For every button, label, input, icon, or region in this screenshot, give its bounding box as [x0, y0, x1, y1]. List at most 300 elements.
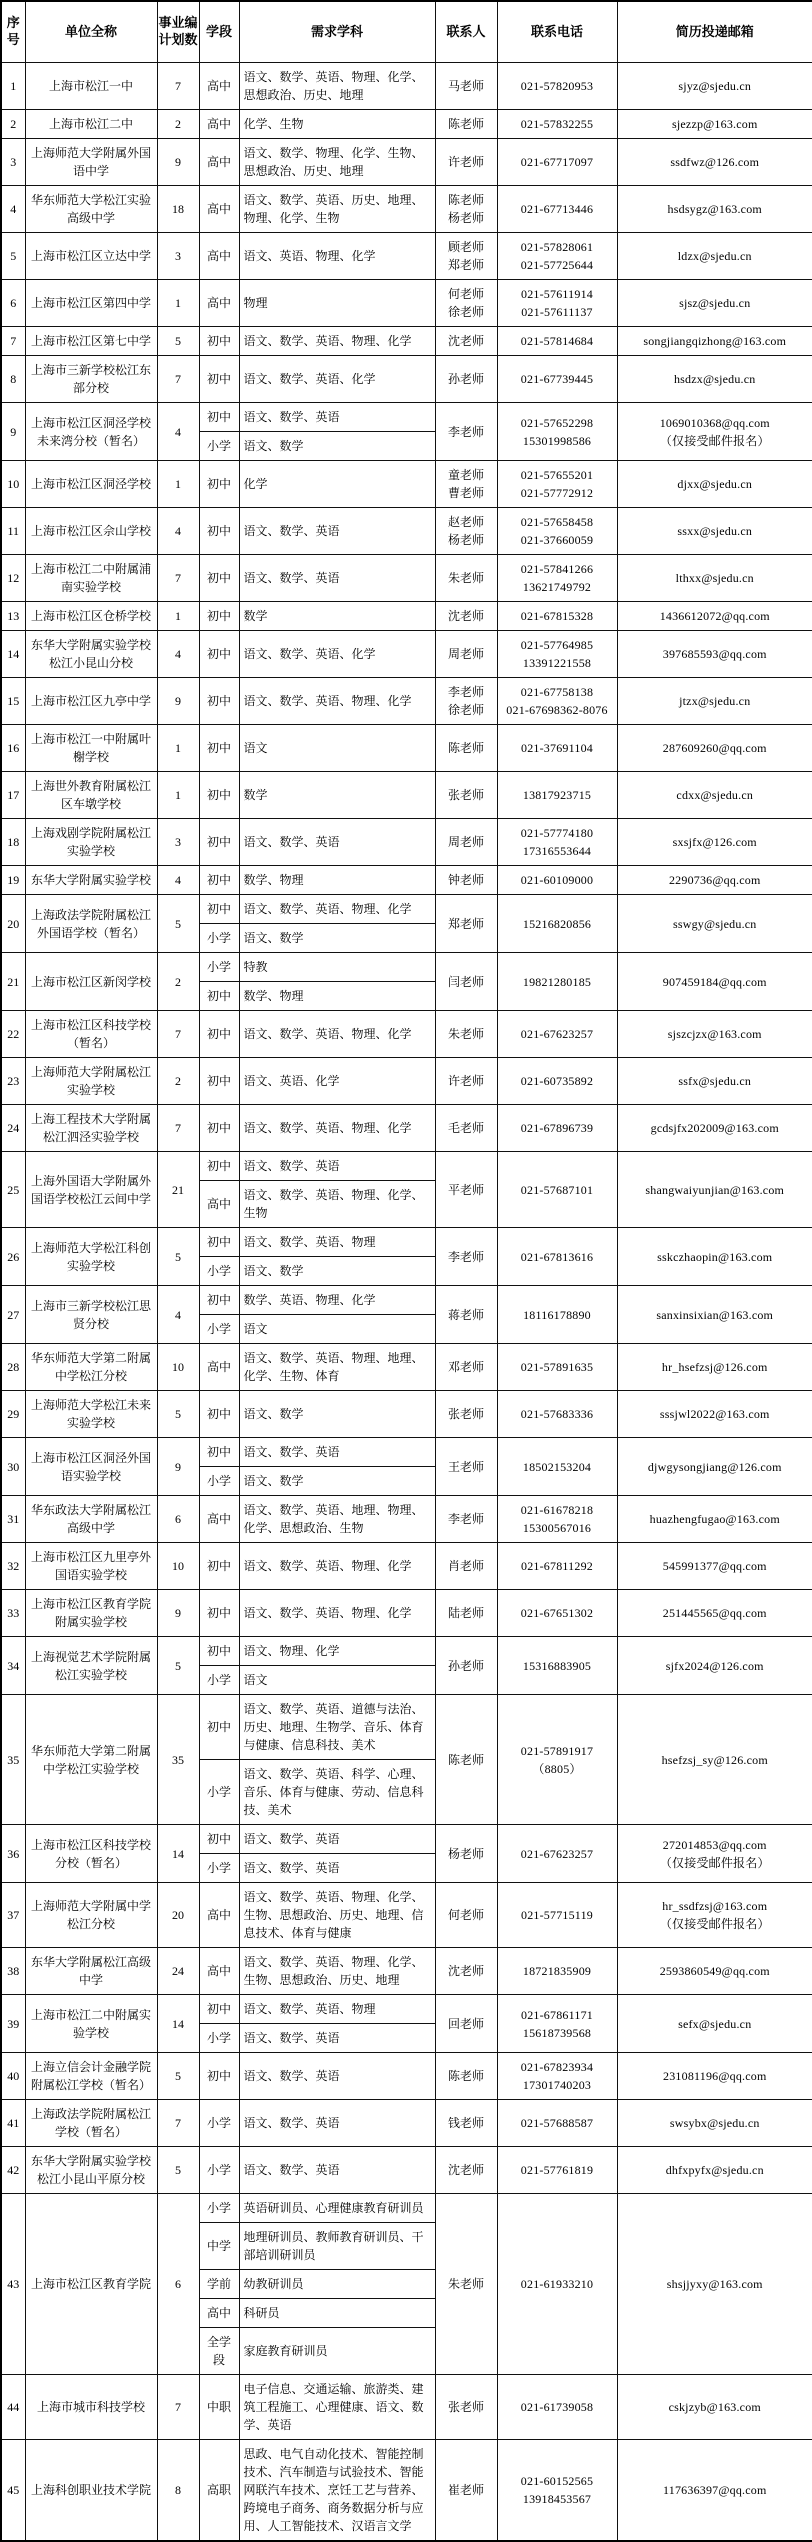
cell-level: 小学 — [199, 2100, 239, 2147]
cell-subjects: 语文、数学、英语、物理、化学 — [239, 327, 435, 356]
cell-level: 高中 — [199, 1883, 239, 1948]
cell-subjects: 语文、数学 — [239, 432, 435, 461]
cell-count: 5 — [157, 2147, 199, 2194]
cell-level: 初中 — [199, 508, 239, 555]
cell-contact: 何老师 徐老师 — [435, 280, 497, 327]
table-row — [1, 1105, 812, 1152]
cell-school: 上海市松江区教育学院 — [25, 2194, 157, 2375]
cell-no: 36 — [1, 1825, 25, 1883]
cell-subjects: 思政、电气自动化技术、智能控制技术、汽车制造与试验技术、智能网联汽车技术、烹饪工艺与营养、跨境电子商务、商务数据分析与应用、人工智能技术、汉语言文学 — [239, 2440, 435, 2542]
cell-count: 35 — [157, 1695, 199, 1825]
cell-subjects: 语文、数学 — [239, 1391, 435, 1438]
cell-count: 14 — [157, 1995, 199, 2053]
table-row — [1, 1543, 812, 1590]
column-header-phone: 联系电话 — [497, 1, 617, 63]
cell-contact: 孙老师 — [435, 356, 497, 403]
table-row — [1, 2053, 812, 2100]
cell-school: 上海市松江区第七中学 — [25, 327, 157, 356]
cell-email: djwgysongjiang@126.com — [617, 1438, 812, 1496]
cell-subjects: 数学 — [239, 602, 435, 631]
cell-no: 30 — [1, 1438, 25, 1496]
cell-no: 37 — [1, 1883, 25, 1948]
cell-email: sjyz@sjedu.cn — [617, 63, 812, 110]
cell-no: 1 — [1, 63, 25, 110]
cell-school: 华东师范大学第二附属中学松江实验学校 — [25, 1695, 157, 1825]
cell-subjects: 物理 — [239, 280, 435, 327]
cell-count: 2 — [157, 953, 199, 1011]
cell-count: 1 — [157, 461, 199, 508]
cell-email: jtzx@sjedu.cn — [617, 678, 812, 725]
cell-subjects: 语文、数学 — [239, 1467, 435, 1496]
cell-level: 初中 — [199, 461, 239, 508]
cell-count: 21 — [157, 1152, 199, 1228]
cell-school: 上海市松江二中 — [25, 110, 157, 139]
cell-contact: 周老师 — [435, 631, 497, 678]
cell-contact: 陈老师 — [435, 1695, 497, 1825]
cell-subjects: 语文、数学、英语、物理、化学、生物 — [239, 1181, 435, 1228]
cell-count: 18 — [157, 186, 199, 233]
cell-no: 26 — [1, 1228, 25, 1286]
cell-no: 18 — [1, 819, 25, 866]
cell-subjects: 语文、数学、英语、历史、地理、物理、化学、生物 — [239, 186, 435, 233]
cell-contact: 崔老师 — [435, 2440, 497, 2542]
cell-count: 4 — [157, 631, 199, 678]
column-header-level: 学段 — [199, 1, 239, 63]
cell-level: 初中 — [199, 602, 239, 631]
cell-phone: 021-67758138 021-67698362-8076 — [497, 678, 617, 725]
cell-school: 上海政法学院附属松江学校（暂名） — [25, 2100, 157, 2147]
cell-level: 初中 — [199, 356, 239, 403]
cell-no: 12 — [1, 555, 25, 602]
table-row — [1, 508, 812, 555]
cell-level: 高中 — [199, 110, 239, 139]
cell-phone: 021-57652298 15301998586 — [497, 403, 617, 461]
cell-level: 初中 — [199, 1152, 239, 1181]
cell-phone: 021-57814684 — [497, 327, 617, 356]
table-row — [1, 1637, 812, 1666]
cell-school: 上海市松江区仓桥学校 — [25, 602, 157, 631]
table-row — [1, 327, 812, 356]
cell-subjects: 幼教研训员 — [239, 2270, 435, 2299]
table-row — [1, 139, 812, 186]
cell-school: 东华大学附属实验学校松江小昆山平原分校 — [25, 2147, 157, 2194]
cell-level: 中职 — [199, 2375, 239, 2440]
cell-phone: 021-57658458 021-37660059 — [497, 508, 617, 555]
column-header-contact: 联系人 — [435, 1, 497, 63]
cell-level: 高中 — [199, 186, 239, 233]
table-row — [1, 772, 812, 819]
cell-count: 1 — [157, 602, 199, 631]
cell-subjects: 语文 — [239, 725, 435, 772]
cell-level: 初中 — [199, 1058, 239, 1105]
cell-level: 高中 — [199, 139, 239, 186]
cell-subjects: 语文、数学、英语 — [239, 508, 435, 555]
cell-contact: 闫老师 — [435, 953, 497, 1011]
cell-no: 2 — [1, 110, 25, 139]
cell-level: 初中 — [199, 1695, 239, 1760]
cell-school: 上海市松江二中附属实验学校 — [25, 1995, 157, 2053]
cell-email: huazhengfugao@163.com — [617, 1496, 812, 1543]
cell-contact: 陈老师 杨老师 — [435, 186, 497, 233]
cell-no: 16 — [1, 725, 25, 772]
cell-no: 8 — [1, 356, 25, 403]
cell-count: 3 — [157, 819, 199, 866]
cell-level: 初中 — [199, 1825, 239, 1854]
table-row — [1, 186, 812, 233]
cell-no: 24 — [1, 1105, 25, 1152]
cell-level: 初中 — [199, 1228, 239, 1257]
cell-email: lthxx@sjedu.cn — [617, 555, 812, 602]
cell-level: 初中 — [199, 403, 239, 432]
cell-level: 初中 — [199, 819, 239, 866]
header-row — [1, 1, 812, 63]
cell-email: ssfx@sjedu.cn — [617, 1058, 812, 1105]
table-row — [1, 1590, 812, 1637]
cell-email: sefx@sjedu.cn — [617, 1995, 812, 2053]
cell-count: 5 — [157, 895, 199, 953]
cell-level: 小学 — [199, 1760, 239, 1825]
cell-email: sjszcjzx@163.com — [617, 1011, 812, 1058]
cell-contact: 李老师 — [435, 1228, 497, 1286]
cell-subjects: 地理研训员、教师教育研训员、干部培训研训员 — [239, 2223, 435, 2270]
cell-email: sssjwl2022@163.com — [617, 1391, 812, 1438]
cell-email: 907459184@qq.com — [617, 953, 812, 1011]
cell-email: 287609260@qq.com — [617, 725, 812, 772]
cell-contact: 杨老师 — [435, 1825, 497, 1883]
cell-count: 7 — [157, 555, 199, 602]
cell-phone: 021-37691104 — [497, 725, 617, 772]
cell-subjects: 语文、数学、英语、物理、化学 — [239, 1543, 435, 1590]
cell-level: 小学 — [199, 2024, 239, 2053]
cell-subjects: 语文、数学、英语、道德与法治、历史、地理、生物学、音乐、体育与健康、信息科技、美术 — [239, 1695, 435, 1760]
cell-subjects: 语文、数学、英语 — [239, 819, 435, 866]
table-row — [1, 1391, 812, 1438]
cell-level: 高中 — [199, 2299, 239, 2328]
cell-school: 上海师范大学松江科创实验学校 — [25, 1228, 157, 1286]
cell-school: 上海市松江区科技学校（暂名） — [25, 1011, 157, 1058]
cell-school: 上海立信会计金融学院附属松江学校（暂名） — [25, 2053, 157, 2100]
cell-phone: 021-57761819 — [497, 2147, 617, 2194]
table-row — [1, 2440, 812, 2542]
cell-no: 43 — [1, 2194, 25, 2375]
cell-level: 初中 — [199, 1105, 239, 1152]
cell-school: 上海市松江区洞泾学校未来湾分校（暂名） — [25, 403, 157, 461]
cell-no: 32 — [1, 1543, 25, 1590]
table-row — [1, 895, 812, 924]
cell-school: 上海市三新学校松江思贤分校 — [25, 1286, 157, 1344]
table-row — [1, 953, 812, 982]
cell-school: 上海市松江区新闵学校 — [25, 953, 157, 1011]
cell-subjects: 语文、数学、英语、物理 — [239, 1228, 435, 1257]
cell-email: 117636397@qq.com — [617, 2440, 812, 2542]
cell-school: 上海市松江区九亭中学 — [25, 678, 157, 725]
cell-subjects: 语文、数学、英语 — [239, 1438, 435, 1467]
cell-level: 高中 — [199, 1181, 239, 1228]
cell-email: cdxx@sjedu.cn — [617, 772, 812, 819]
cell-email: dhfxpyfx@sjedu.cn — [617, 2147, 812, 2194]
cell-no: 45 — [1, 2440, 25, 2542]
cell-no: 4 — [1, 186, 25, 233]
cell-level: 初中 — [199, 555, 239, 602]
cell-email: 397685593@qq.com — [617, 631, 812, 678]
cell-subjects: 语文、英语、化学 — [239, 1058, 435, 1105]
cell-no: 11 — [1, 508, 25, 555]
cell-phone: 18116178890 — [497, 1286, 617, 1344]
cell-level: 初中 — [199, 866, 239, 895]
cell-email: swsybx@sjedu.cn — [617, 2100, 812, 2147]
cell-school: 上海师范大学附属中学松江分校 — [25, 1883, 157, 1948]
cell-contact: 钱老师 — [435, 2100, 497, 2147]
cell-level: 初中 — [199, 631, 239, 678]
cell-phone: 021-57655201 021-57772912 — [497, 461, 617, 508]
cell-count: 7 — [157, 2100, 199, 2147]
cell-school: 上海师范大学附属外国语中学 — [25, 139, 157, 186]
cell-contact: 童老师 曹老师 — [435, 461, 497, 508]
cell-phone: 021-67861171 15618739568 — [497, 1995, 617, 2053]
cell-no: 14 — [1, 631, 25, 678]
cell-phone: 021-67896739 — [497, 1105, 617, 1152]
cell-no: 44 — [1, 2375, 25, 2440]
table-row — [1, 725, 812, 772]
table-row — [1, 819, 812, 866]
cell-no: 15 — [1, 678, 25, 725]
cell-contact: 许老师 — [435, 1058, 497, 1105]
cell-subjects: 语文、数学、英语 — [239, 2147, 435, 2194]
cell-contact: 李老师 — [435, 1496, 497, 1543]
cell-level: 初中 — [199, 1011, 239, 1058]
cell-email: sswgy@sjedu.cn — [617, 895, 812, 953]
cell-no: 20 — [1, 895, 25, 953]
cell-level: 小学 — [199, 1666, 239, 1695]
cell-no: 42 — [1, 2147, 25, 2194]
cell-subjects: 语文、数学 — [239, 924, 435, 953]
cell-email: sjfx2024@126.com — [617, 1637, 812, 1695]
cell-email: hsdzx@sjedu.cn — [617, 356, 812, 403]
cell-contact: 毛老师 — [435, 1105, 497, 1152]
cell-school: 上海市松江区教育学院附属实验学校 — [25, 1590, 157, 1637]
table-row — [1, 2375, 812, 2440]
cell-no: 23 — [1, 1058, 25, 1105]
cell-count: 7 — [157, 63, 199, 110]
cell-phone: 021-57828061 021-57725644 — [497, 233, 617, 280]
cell-email: sjezzp@163.com — [617, 110, 812, 139]
cell-no: 3 — [1, 139, 25, 186]
cell-subjects: 语文、数学、英语、化学 — [239, 356, 435, 403]
table-row — [1, 461, 812, 508]
cell-level: 学前 — [199, 2270, 239, 2299]
cell-count: 5 — [157, 1637, 199, 1695]
cell-phone: 021-57683336 — [497, 1391, 617, 1438]
table-row — [1, 866, 812, 895]
table-row — [1, 1948, 812, 1995]
cell-subjects: 语文、数学、英语、物理 — [239, 1995, 435, 2024]
cell-contact: 朱老师 — [435, 1011, 497, 1058]
table-row — [1, 403, 812, 432]
cell-email: 1069010368@qq.com （仅接受邮件报名） — [617, 403, 812, 461]
cell-count: 9 — [157, 678, 199, 725]
cell-level: 高中 — [199, 233, 239, 280]
cell-phone: 021-67651302 — [497, 1590, 617, 1637]
cell-subjects: 数学、英语、物理、化学 — [239, 1286, 435, 1315]
cell-count: 1 — [157, 772, 199, 819]
cell-count: 5 — [157, 2053, 199, 2100]
cell-subjects: 语文、数学、英语、物理、化学 — [239, 1590, 435, 1637]
cell-contact: 顾老师 郑老师 — [435, 233, 497, 280]
cell-no: 17 — [1, 772, 25, 819]
cell-subjects: 语文、数学、英语、物理、化学、思想政治、历史、地理 — [239, 63, 435, 110]
cell-email: ldzx@sjedu.cn — [617, 233, 812, 280]
cell-subjects: 语文 — [239, 1666, 435, 1695]
table-row — [1, 63, 812, 110]
cell-no: 35 — [1, 1695, 25, 1825]
cell-subjects: 数学 — [239, 772, 435, 819]
cell-email: songjiangqizhong@163.com — [617, 327, 812, 356]
cell-phone: 021-67823934 17301740203 — [497, 2053, 617, 2100]
cell-level: 初中 — [199, 1590, 239, 1637]
cell-phone: 021-60152565 13918453567 — [497, 2440, 617, 2542]
cell-contact: 马老师 — [435, 63, 497, 110]
cell-no: 22 — [1, 1011, 25, 1058]
cell-level: 小学 — [199, 432, 239, 461]
cell-no: 19 — [1, 866, 25, 895]
cell-phone: 021-57688587 — [497, 2100, 617, 2147]
cell-count: 4 — [157, 1286, 199, 1344]
cell-email: 2593860549@qq.com — [617, 1948, 812, 1995]
cell-count: 2 — [157, 1058, 199, 1105]
cell-no: 25 — [1, 1152, 25, 1228]
cell-level: 高中 — [199, 1344, 239, 1391]
cell-subjects: 语文、数学、英语 — [239, 2100, 435, 2147]
cell-school: 华东师范大学松江实验高级中学 — [25, 186, 157, 233]
cell-contact: 周老师 — [435, 819, 497, 866]
cell-phone: 021-61678218 15300567016 — [497, 1496, 617, 1543]
cell-no: 13 — [1, 602, 25, 631]
cell-phone: 021-67811292 — [497, 1543, 617, 1590]
cell-no: 39 — [1, 1995, 25, 2053]
cell-contact: 朱老师 — [435, 2194, 497, 2375]
cell-count: 10 — [157, 1344, 199, 1391]
table-row — [1, 1058, 812, 1105]
cell-phone: 021-57611914 021-57611137 — [497, 280, 617, 327]
table-row — [1, 631, 812, 678]
table-header — [1, 1, 812, 63]
cell-subjects: 语文、数学、英语、物理、地理、化学、生物、体育 — [239, 1344, 435, 1391]
cell-school: 上海市三新学校松江东部分校 — [25, 356, 157, 403]
cell-school: 上海师范大学附属松江实验学校 — [25, 1058, 157, 1105]
cell-contact: 平老师 — [435, 1152, 497, 1228]
cell-phone: 021-57687101 — [497, 1152, 617, 1228]
cell-school: 上海市松江区九里亭外国语实验学校 — [25, 1543, 157, 1590]
cell-level: 初中 — [199, 327, 239, 356]
cell-phone: 021-61739058 — [497, 2375, 617, 2440]
cell-count: 24 — [157, 1948, 199, 1995]
cell-level: 初中 — [199, 895, 239, 924]
cell-phone: 021-60735892 — [497, 1058, 617, 1105]
cell-count: 7 — [157, 2375, 199, 2440]
cell-phone: 021-67713446 — [497, 186, 617, 233]
cell-level: 初中 — [199, 725, 239, 772]
table-row — [1, 555, 812, 602]
cell-count: 7 — [157, 1011, 199, 1058]
cell-no: 40 — [1, 2053, 25, 2100]
table-row — [1, 1695, 812, 1760]
cell-contact: 张老师 — [435, 2375, 497, 2440]
cell-school: 上海视觉艺术学院附属松江实验学校 — [25, 1637, 157, 1695]
table-row — [1, 1152, 812, 1181]
column-header-email: 简历投递邮箱 — [617, 1, 812, 63]
table-row — [1, 1825, 812, 1854]
cell-level: 初中 — [199, 2053, 239, 2100]
table-row — [1, 1496, 812, 1543]
cell-subjects: 语文、数学、英语 — [239, 555, 435, 602]
cell-school: 上海市松江区佘山学校 — [25, 508, 157, 555]
cell-subjects: 语文、数学、英语 — [239, 2053, 435, 2100]
cell-no: 9 — [1, 403, 25, 461]
cell-email: sanxinsixian@163.com — [617, 1286, 812, 1344]
cell-school: 上海戏剧学院附属松江实验学校 — [25, 819, 157, 866]
cell-school: 华东政法大学附属松江高级中学 — [25, 1496, 157, 1543]
cell-school: 上海市松江区洞泾学校 — [25, 461, 157, 508]
cell-subjects: 科研员 — [239, 2299, 435, 2328]
cell-level: 小学 — [199, 1467, 239, 1496]
cell-subjects: 语文、数学 — [239, 1257, 435, 1286]
cell-phone: 13817923715 — [497, 772, 617, 819]
cell-contact: 肖老师 — [435, 1543, 497, 1590]
cell-subjects: 语文、数学、英语、物理、化学 — [239, 1011, 435, 1058]
cell-contact: 赵老师 杨老师 — [435, 508, 497, 555]
cell-phone: 021-67813616 — [497, 1228, 617, 1286]
cell-subjects: 语文、数学、英语、物理、化学 — [239, 678, 435, 725]
cell-phone: 021-67815328 — [497, 602, 617, 631]
cell-contact: 陆老师 — [435, 1590, 497, 1637]
cell-level: 高中 — [199, 280, 239, 327]
cell-email: hr_ssdfzsj@163.com （仅接受邮件报名） — [617, 1883, 812, 1948]
table-row — [1, 2194, 812, 2223]
cell-school: 上海市松江区第四中学 — [25, 280, 157, 327]
table-row — [1, 1228, 812, 1257]
cell-contact: 朱老师 — [435, 555, 497, 602]
cell-contact: 张老师 — [435, 772, 497, 819]
cell-subjects: 电子信息、交通运输、旅游类、建筑工程施工、心理健康、语文、数学、英语 — [239, 2375, 435, 2440]
cell-phone: 021-57891917 （8805） — [497, 1695, 617, 1825]
cell-contact: 李老师 — [435, 403, 497, 461]
cell-level: 小学 — [199, 1854, 239, 1883]
cell-no: 5 — [1, 233, 25, 280]
cell-school: 上海科创职业技术学院 — [25, 2440, 157, 2542]
cell-contact: 李老师 徐老师 — [435, 678, 497, 725]
cell-email: 2290736@qq.com — [617, 866, 812, 895]
cell-school: 华东师范大学第二附属中学松江分校 — [25, 1344, 157, 1391]
cell-level: 高中 — [199, 63, 239, 110]
table-row — [1, 678, 812, 725]
cell-phone: 021-57841266 13621749792 — [497, 555, 617, 602]
table-row — [1, 356, 812, 403]
table-row — [1, 602, 812, 631]
cell-subjects: 家庭教育研训员 — [239, 2328, 435, 2375]
cell-level: 初中 — [199, 1438, 239, 1467]
cell-phone: 021-67623257 — [497, 1011, 617, 1058]
cell-level: 初中 — [199, 982, 239, 1011]
cell-no: 31 — [1, 1496, 25, 1543]
cell-phone: 15316883905 — [497, 1637, 617, 1695]
cell-email: 231081196@qq.com — [617, 2053, 812, 2100]
cell-count: 3 — [157, 233, 199, 280]
cell-no: 10 — [1, 461, 25, 508]
cell-contact: 王老师 — [435, 1438, 497, 1496]
cell-contact: 陈老师 — [435, 110, 497, 139]
cell-no: 7 — [1, 327, 25, 356]
cell-level: 初中 — [199, 772, 239, 819]
